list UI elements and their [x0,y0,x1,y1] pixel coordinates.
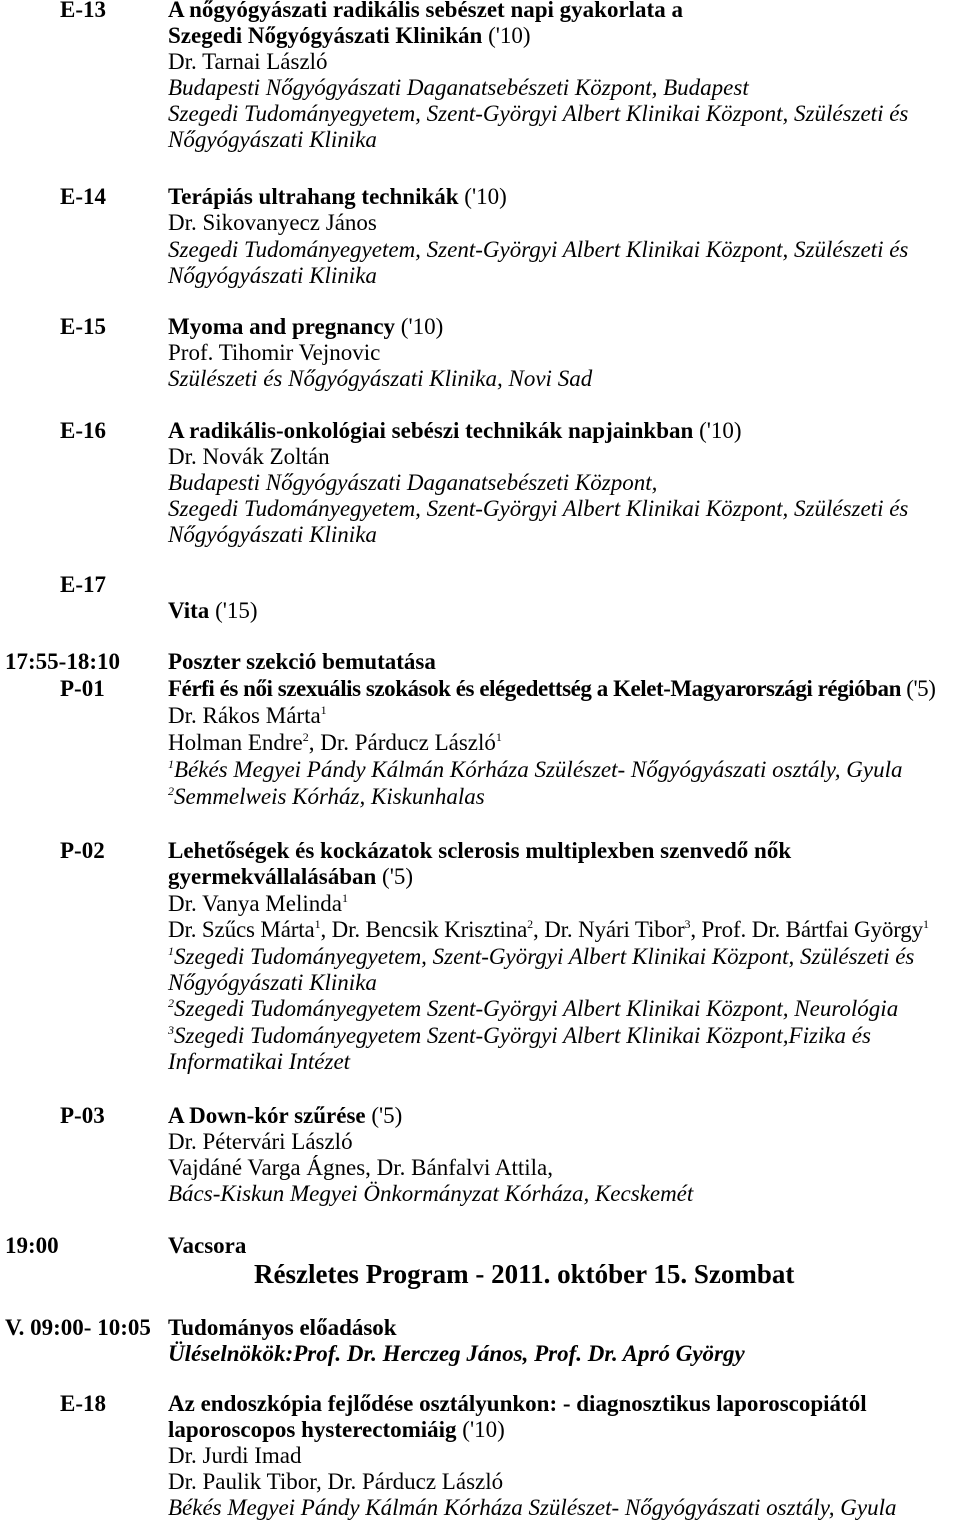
affiliation-line [168,996,960,1022]
item-title: Az endoszkópia fejlődése osztályunkon: - diagnosztikus laporoscopiától [168,1391,867,1416]
author-line: Dr. Sikovanyecz János [168,210,377,236]
affiliation-line: Budapesti Nőgyógyászati Daganatsebészeti Központ, [168,470,658,495]
affiliation-line: Nőgyógyászati Klinika [168,262,377,288]
affiliation-text: Békés Megyei Pándy Kálmán Kórháza Szülészet- Nőgyógyászati osztály, Gyula [174,757,903,782]
program-item-p03 [0,1103,960,1207]
item-duration: ('10) [400,314,444,339]
affiliation-marker: 1 [320,703,327,717]
session-chairs: Üléselnökök:Prof. Dr. Herczeg János, Prof. Dr. Apró György [168,1341,745,1366]
item-title: gyermekvállalásában [168,864,377,890]
session-title: Vacsora [168,1233,247,1258]
item-content [168,1391,960,1521]
author-name: , Dr. Bencsik Krisztina [320,917,528,943]
session-content [168,649,960,675]
session-time: V. 09:00- 10:05 [5,1315,151,1340]
affiliation-line: Szegedi Tudományegyetem, Szent-Györgyi Albert Klinikai Központ, Szülészeti és [168,101,909,126]
program-item-e13 [0,0,960,153]
affiliation-line: Szegedi Tudományegyetem, Szent-Györgyi Albert Klinikai Központ, Szülészeti és [168,496,909,521]
affiliation-marker: 3 [684,917,691,932]
item-title: A radikális-onkológiai sebészi technikák napjainkban [168,418,694,443]
affiliation-marker: 2 [168,996,174,1011]
item-title-line [168,418,960,444]
item-title: A nőgyógyászati radikális sebészet napi gyakorlata a [168,0,683,22]
affiliation-line [168,1049,960,1075]
session-content [168,1233,960,1259]
item-title: Lehetőségek és kockázatok sclerosis multiplexben szenvedő nők [168,838,792,863]
author-line: Prof. Tihomir Vejnovic [168,340,381,365]
author-name: , Prof. Dr. Bártfai György [690,917,923,943]
item-duration: ('15) [215,598,258,623]
affiliation-line: Szegedi Tudományegyetem, Szent-Györgyi Albert Klinikai Központ, Szülészeti és [168,236,909,262]
item-content [168,675,960,810]
author-line: Dr. Pétervári László [168,1129,353,1154]
item-title: laporoscopos hysterectomiáig [168,1417,457,1442]
affiliation-marker: 2 [302,730,309,744]
session-title: Poszter szekció bemutatása [168,649,436,674]
item-title-line [168,314,960,340]
affiliation-line [168,1023,960,1049]
program-item-e18 [0,1391,960,1521]
affiliation-text: Szegedi Tudományegyetem, Szent-Györgyi Albert Klinikai Központ, Szülészeti és [174,943,915,969]
author-name: Dr. Rákos Márta [168,703,321,728]
program-item-p02 [0,838,960,1076]
item-duration: ('5) [382,864,413,890]
affiliation-text: Szegedi Tudományegyetem Szent-Györgyi Albert Klinikai Központ,Fizika és [174,1022,871,1048]
affiliation-marker: 1 [168,757,174,771]
item-content [168,418,960,548]
affiliation-text: Informatikai Intézet [168,1049,351,1075]
author-line [168,702,960,729]
affiliation-marker: 3 [168,1022,174,1037]
item-title-line [168,864,960,890]
affiliation-line: Budapesti Nőgyógyászati Daganatsebészeti Központ, Budapest [168,75,749,100]
affiliation-line: Szülészeti és Nőgyógyászati Klinika, Novi Sad [168,366,593,391]
session-poster [0,649,960,675]
author-name: Holman Endre [168,730,303,755]
item-title-line [168,675,960,702]
item-duration: ('10) [462,1417,505,1442]
affiliation-line: Békés Megyei Pándy Kálmán Kórháza Szülészet- Nőgyógyászati osztály, Gyula [168,1495,897,1520]
author-line: Vajdáné Varga Ágnes, Dr. Bánfalvi Attila, [168,1155,553,1180]
affiliation-marker: 1 [495,730,502,744]
affiliation-marker: 1 [923,917,929,932]
item-code: P-01 [60,676,105,701]
item-code: E-18 [60,1391,106,1416]
item-code: P-02 [60,838,105,863]
session-time: 19:00 [5,1233,59,1258]
item-title-line [168,1417,960,1443]
affiliation-line [168,970,960,996]
affiliation-line: Nőgyógyászati Klinika [168,127,377,152]
affiliation-line: Nőgyógyászati Klinika [168,522,377,547]
session-content [168,1315,960,1367]
item-content [168,0,960,153]
author-line: Dr. Paulik Tibor, Dr. Párducz László [168,1469,504,1494]
author-name: Dr. Vanya Melinda [168,890,342,916]
author-line [168,729,960,756]
item-duration: ('10) [488,23,531,48]
author-line: Dr. Tarnai László [168,49,328,74]
item-title-line [168,598,960,624]
affiliation-text: Szegedi Tudományegyetem Szent-Györgyi Albert Klinikai Központ, Neurológia [174,996,899,1022]
affiliation-line [168,756,960,783]
affiliation-marker: 2 [168,784,174,798]
item-content [168,184,960,289]
item-duration: ('5) [906,676,936,701]
program-item-e16 [0,418,960,548]
item-content [168,314,960,392]
author-line: Dr. Novák Zoltán [168,444,330,469]
item-code: E-13 [60,0,106,22]
author-name: , Dr. Nyári Tibor [533,917,685,943]
item-content [168,838,960,1076]
item-title: A Down-kór szűrése [168,1103,366,1128]
day-heading: Részletes Program - 2011. október 15. Szombat [254,1259,795,1289]
item-title-line [168,184,960,210]
session-scientific-talks [0,1315,960,1367]
program-item-e17 [0,572,960,624]
item-title: Vita [168,598,210,623]
item-title: Terápiás ultrahang technikák [168,184,459,209]
item-code: E-16 [60,418,106,443]
affiliation-marker: 1 [168,943,174,958]
affiliation-marker: 2 [527,917,534,932]
item-code: P-03 [60,1103,105,1128]
item-duration: ('5) [371,1103,403,1128]
affiliation-line [168,783,960,810]
item-title: Myoma and pregnancy [168,314,396,339]
item-title-line [168,1103,960,1129]
item-title-line [168,23,960,49]
session-time: 17:55-18:10 [5,649,120,674]
affiliation-marker: 1 [341,890,348,905]
item-title: Férfi és női szexuális szokások és elégedettség a Kelet-Magyarországi régióban [168,676,901,701]
affiliation-line: Bács-Kiskun Megyei Önkormányzat Kórháza, Kecskemét [168,1181,694,1206]
affiliation-marker: 1 [314,917,321,932]
affiliation-line [168,944,960,970]
author-name: , Dr. Párducz László [308,730,496,755]
program-item-e15 [0,314,960,392]
item-code: E-14 [60,184,106,209]
item-content [168,1103,960,1207]
affiliation-text: Semmelweis Kórház, Kiskunhalas [174,784,485,809]
item-title: Szegedi Nőgyógyászati Klinikán [168,23,483,48]
author-name: Dr. Szűcs Márta [168,917,315,943]
item-duration: ('10) [464,184,507,209]
author-line [168,917,960,943]
program-item-p01 [0,675,960,810]
item-code: E-17 [60,572,106,597]
session-title: Tudományos előadások [168,1315,397,1340]
program-item-e14 [0,184,960,289]
author-line [168,891,960,917]
session-dinner [0,1233,960,1259]
item-code: E-15 [60,314,106,339]
item-content [168,572,960,624]
author-line: Dr. Jurdi Imad [168,1443,302,1468]
item-duration: ('10) [699,418,742,443]
affiliation-text: Nőgyógyászati Klinika [168,969,377,995]
